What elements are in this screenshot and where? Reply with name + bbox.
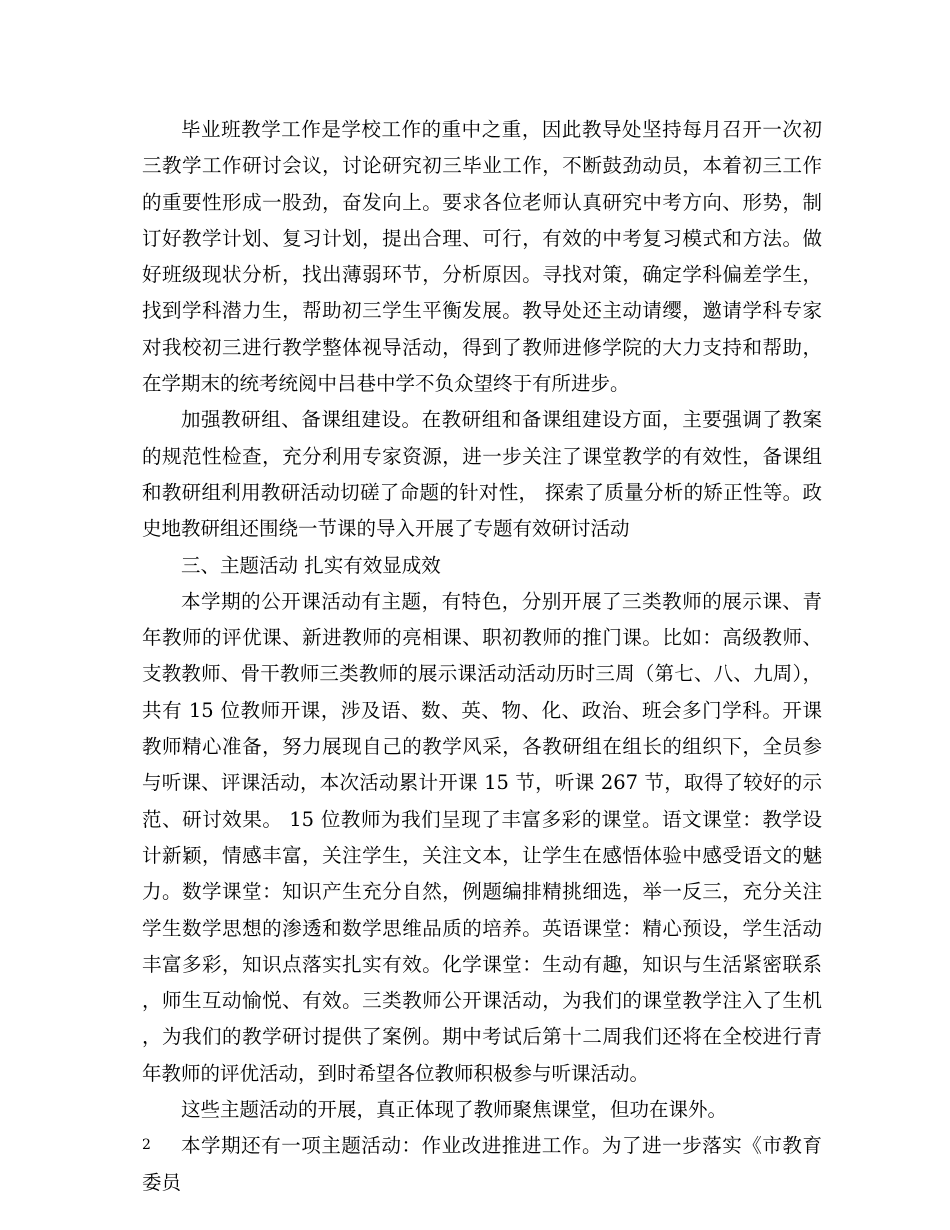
page-number: 2 — [142, 1137, 151, 1153]
paragraph-activity-summary: 这些主题活动的开展，真正体现了教师聚焦课堂，但功在课外。 — [181, 1098, 728, 1122]
paragraph-graduating-class: 毕业班教学工作是学校工作的重中之重，因此教导处坚持每月召开一次初三教学工作研讨会议，讨论研究初三毕业工作，不断鼓劲动员，本着初三工作的重要性形成一股劲，奋发向上。要求各位老师认真研究中考方向、形势，制订好教学计划、复习计划，提出合理、可行，有效的中考复习模式和方法。做好班级现状分析，找出薄弱环节，分析原因。寻找对策，确定学科偏差学生，找到学科潜力生，帮助初三学生平衡发展。教导处还主动请缨，邀请学科专家对我校初三进行教学整体视导活动，得到了教师进修学院的大力支持和帮助，在学期末的统考统阅中吕巷中学不负众望终于有所进步。 — [142, 118, 822, 396]
section-heading-theme-activities: 三、主题活动 扎实有效显成效 — [181, 553, 441, 577]
document-body — [142, 112, 822, 1201]
paragraph-open-class-activities: 本学期的公开课活动有主题，有特色，分别开展了三类教师的展示课、青年教师的评优课、新进教师的亮相课、职初教师的推门课。比如：高级教师、支教教师、骨干教师三类教师的展示课活动活动历时三周（第七、八、九周），共有 15 位教师开课，涉及语、数、英、物、化、政治、班会多门学科。开课教师精心准备，努力展现自己的教学风采，各教研组在组长的组织下，全员参与听课、评课活动，本次活动累计开课 15 节，听课 267 节，取得了较好的示范、研讨效果。 15 位教师为我们呈现了丰富多彩的课堂。语文课堂：教学设计新颖，情感丰富，关注学生，关注文本，让学生在感悟体验中感受语文的魅力。数学课堂：知识产生充分自然，例题编排精挑细选，举一反三，充分关注学生数学思想的渗透和数学思维品质的培养。英语课堂：精心预设，学生活动丰富多彩，知识点落实扎实有效。化学课堂：生动有趣，知识与生活紧密联系，师生互动愉悦、有效。三类教师公开课活动，为我们的课堂教学注入了生机，为我们的教学研讨提供了案例。期中考试后第十二周我们还将在全校进行青年教师的评优活动，到时希望各位教师积极参与听课活动。 — [142, 589, 822, 1085]
paragraph-research-groups: 加强教研组、备课组建设。在教研组和备课组建设方面，主要强调了教案的规范性检查，充分利用专家资源，进一步关注了课堂教学的有效性，备课组和教研组利用教研活动切磋了命题的针对性， 探索了质量分析的矫正性等。政史地教研组还围绕一节课的导入开展了专题有效研讨活动 — [142, 408, 822, 541]
paragraph-homework-improvement: 本学期还有一项主题活动：作业改进推进工作。为了进一步落实《市教育委员 — [142, 1134, 822, 1194]
